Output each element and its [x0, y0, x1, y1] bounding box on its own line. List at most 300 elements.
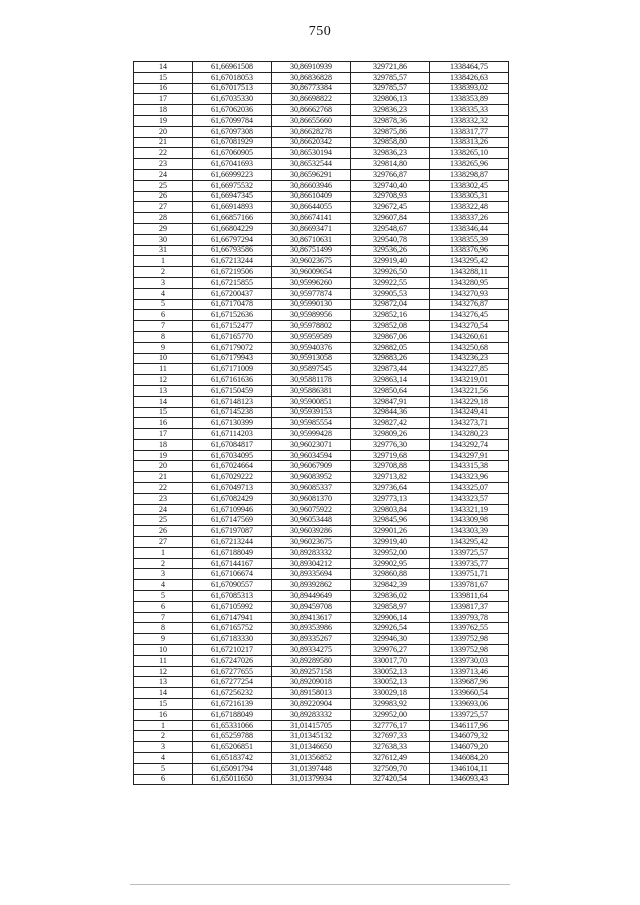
x-coordinate-cell: 329926,54 [351, 623, 430, 634]
latitude-cell: 61,67018053 [193, 72, 272, 83]
table-row [134, 450, 509, 461]
y-coordinate-cell: 1343303,39 [430, 526, 509, 537]
longitude-cell: 30,86628278 [272, 126, 351, 137]
latitude-cell: 61,67109946 [193, 504, 272, 515]
y-coordinate-cell: 1343321,19 [430, 504, 509, 515]
latitude-cell: 61,67213244 [193, 537, 272, 548]
table-row [134, 418, 509, 429]
longitude-cell: 30,86530194 [272, 148, 351, 159]
table-row [134, 353, 509, 364]
point-number-cell: 11 [134, 364, 193, 375]
latitude-cell: 61,67183330 [193, 634, 272, 645]
y-coordinate-cell: 1346079,20 [430, 742, 509, 753]
point-number-cell: 24 [134, 504, 193, 515]
longitude-cell: 31,01397448 [272, 763, 351, 774]
x-coordinate-cell: 329708,93 [351, 191, 430, 202]
x-coordinate-cell: 329809,26 [351, 429, 430, 440]
table-row [134, 277, 509, 288]
x-coordinate-cell: 329845,96 [351, 515, 430, 526]
point-number-cell: 24 [134, 169, 193, 180]
table-row [134, 580, 509, 591]
y-coordinate-cell: 1343250,68 [430, 342, 509, 353]
x-coordinate-cell: 329836,02 [351, 591, 430, 602]
x-coordinate-cell: 329719,68 [351, 450, 430, 461]
table-row [134, 148, 509, 159]
table-row [134, 223, 509, 234]
longitude-cell: 31,01346650 [272, 742, 351, 753]
longitude-cell: 30,89304212 [272, 558, 351, 569]
y-coordinate-cell: 1339725,57 [430, 709, 509, 720]
x-coordinate-cell: 329926,50 [351, 267, 430, 278]
y-coordinate-cell: 1343249,41 [430, 407, 509, 418]
point-number-cell: 4 [134, 580, 193, 591]
latitude-cell: 61,65011650 [193, 774, 272, 785]
latitude-cell: 61,67215855 [193, 277, 272, 288]
x-coordinate-cell: 329906,14 [351, 612, 430, 623]
longitude-cell: 30,95900851 [272, 396, 351, 407]
x-coordinate-cell: 329883,26 [351, 353, 430, 364]
coordinates-table [133, 61, 509, 785]
point-number-cell: 19 [134, 450, 193, 461]
longitude-cell: 30,89335694 [272, 569, 351, 580]
y-coordinate-cell: 1338335,33 [430, 105, 509, 116]
x-coordinate-cell: 329803,84 [351, 504, 430, 515]
latitude-cell: 61,67029222 [193, 472, 272, 483]
x-coordinate-cell: 329836,23 [351, 105, 430, 116]
point-number-cell: 9 [134, 342, 193, 353]
y-coordinate-cell: 1343280,23 [430, 429, 509, 440]
latitude-cell: 61,67277655 [193, 666, 272, 677]
point-number-cell: 12 [134, 666, 193, 677]
longitude-cell: 30,95999428 [272, 429, 351, 440]
point-number-cell: 27 [134, 537, 193, 548]
point-number-cell: 6 [134, 310, 193, 321]
point-number-cell: 3 [134, 742, 193, 753]
x-coordinate-cell: 329952,00 [351, 547, 430, 558]
y-coordinate-cell: 1339752,98 [430, 634, 509, 645]
y-coordinate-cell: 1339817,37 [430, 601, 509, 612]
longitude-cell: 30,86710631 [272, 234, 351, 245]
latitude-cell: 61,66961508 [193, 62, 272, 73]
longitude-cell: 30,95978802 [272, 321, 351, 332]
point-number-cell: 22 [134, 148, 193, 159]
x-coordinate-cell: 327420,54 [351, 774, 430, 785]
point-number-cell: 26 [134, 191, 193, 202]
y-coordinate-cell: 1346084,20 [430, 753, 509, 764]
longitude-cell: 30,95881178 [272, 375, 351, 386]
longitude-cell: 30,95990130 [272, 299, 351, 310]
point-number-cell: 30 [134, 234, 193, 245]
latitude-cell: 61,67188049 [193, 709, 272, 720]
point-number-cell: 5 [134, 763, 193, 774]
x-coordinate-cell: 329860,88 [351, 569, 430, 580]
point-number-cell: 9 [134, 634, 193, 645]
y-coordinate-cell: 1343309,98 [430, 515, 509, 526]
longitude-cell: 30,86532544 [272, 159, 351, 170]
y-coordinate-cell: 1343229,18 [430, 396, 509, 407]
y-coordinate-cell: 1343219,01 [430, 375, 509, 386]
point-number-cell: 3 [134, 569, 193, 580]
x-coordinate-cell: 329852,16 [351, 310, 430, 321]
x-coordinate-cell: 327776,17 [351, 720, 430, 731]
table-row [134, 94, 509, 105]
point-number-cell: 23 [134, 493, 193, 504]
y-coordinate-cell: 1338298,87 [430, 169, 509, 180]
y-coordinate-cell: 1343295,42 [430, 537, 509, 548]
point-number-cell: 15 [134, 72, 193, 83]
longitude-cell: 30,96034594 [272, 450, 351, 461]
point-number-cell: 23 [134, 159, 193, 170]
point-number-cell: 7 [134, 321, 193, 332]
x-coordinate-cell: 329905,53 [351, 288, 430, 299]
y-coordinate-cell: 1338302,45 [430, 180, 509, 191]
longitude-cell: 30,89449649 [272, 591, 351, 602]
x-coordinate-cell: 329952,00 [351, 709, 430, 720]
point-number-cell: 31 [134, 245, 193, 256]
latitude-cell: 61,67147941 [193, 612, 272, 623]
x-coordinate-cell: 327697,33 [351, 731, 430, 742]
y-coordinate-cell: 1346104,11 [430, 763, 509, 774]
point-number-cell: 18 [134, 439, 193, 450]
point-number-cell: 6 [134, 601, 193, 612]
y-coordinate-cell: 1343260,61 [430, 331, 509, 342]
x-coordinate-cell: 329852,08 [351, 321, 430, 332]
longitude-cell: 30,86836828 [272, 72, 351, 83]
x-coordinate-cell: 329806,13 [351, 94, 430, 105]
latitude-cell: 61,67247026 [193, 655, 272, 666]
x-coordinate-cell: 329867,06 [351, 331, 430, 342]
point-number-cell: 5 [134, 591, 193, 602]
point-number-cell: 3 [134, 277, 193, 288]
x-coordinate-cell: 329548,67 [351, 223, 430, 234]
y-coordinate-cell: 1343227,85 [430, 364, 509, 375]
table-row [134, 310, 509, 321]
x-coordinate-cell: 329983,92 [351, 699, 430, 710]
table-row [134, 234, 509, 245]
x-coordinate-cell: 329842,39 [351, 580, 430, 591]
x-coordinate-cell: 329672,45 [351, 202, 430, 213]
y-coordinate-cell: 1338265,10 [430, 148, 509, 159]
table-row [134, 321, 509, 332]
longitude-cell: 30,89335267 [272, 634, 351, 645]
x-coordinate-cell: 329863,14 [351, 375, 430, 386]
longitude-cell: 30,86644055 [272, 202, 351, 213]
point-number-cell: 1 [134, 547, 193, 558]
coordinates-table-body [134, 62, 509, 785]
latitude-cell: 61,67017513 [193, 83, 272, 94]
point-number-cell: 14 [134, 688, 193, 699]
latitude-cell: 61,66914893 [193, 202, 272, 213]
table-row [134, 256, 509, 267]
point-number-cell: 17 [134, 429, 193, 440]
table-row [134, 569, 509, 580]
latitude-cell: 61,67105992 [193, 601, 272, 612]
table-row [134, 537, 509, 548]
longitude-cell: 30,96023675 [272, 537, 351, 548]
x-coordinate-cell: 329536,26 [351, 245, 430, 256]
latitude-cell: 61,66975532 [193, 180, 272, 191]
latitude-cell: 61,67130399 [193, 418, 272, 429]
x-coordinate-cell: 329814,80 [351, 159, 430, 170]
table-row [134, 245, 509, 256]
latitude-cell: 61,65206851 [193, 742, 272, 753]
table-row [134, 623, 509, 634]
table-row [134, 731, 509, 742]
longitude-cell: 30,95989956 [272, 310, 351, 321]
table-row [134, 180, 509, 191]
y-coordinate-cell: 1339687,96 [430, 677, 509, 688]
table-row [134, 461, 509, 472]
point-number-cell: 2 [134, 267, 193, 278]
y-coordinate-cell: 1339713,46 [430, 666, 509, 677]
table-row [134, 407, 509, 418]
table-row [134, 601, 509, 612]
table-row [134, 396, 509, 407]
table-row [134, 429, 509, 440]
table-row [134, 763, 509, 774]
latitude-cell: 61,67041693 [193, 159, 272, 170]
table-row [134, 169, 509, 180]
table-row [134, 504, 509, 515]
point-number-cell: 14 [134, 396, 193, 407]
table-row [134, 83, 509, 94]
point-number-cell: 18 [134, 105, 193, 116]
y-coordinate-cell: 1343273,71 [430, 418, 509, 429]
point-number-cell: 16 [134, 418, 193, 429]
table-row [134, 159, 509, 170]
table-row [134, 202, 509, 213]
y-coordinate-cell: 1338322,48 [430, 202, 509, 213]
y-coordinate-cell: 1339730,03 [430, 655, 509, 666]
point-number-cell: 15 [134, 699, 193, 710]
latitude-cell: 61,67114203 [193, 429, 272, 440]
footer-divider [130, 884, 510, 885]
x-coordinate-cell: 329766,87 [351, 169, 430, 180]
point-number-cell: 27 [134, 202, 193, 213]
table-row [134, 774, 509, 785]
point-number-cell: 7 [134, 612, 193, 623]
x-coordinate-cell: 329776,30 [351, 439, 430, 450]
longitude-cell: 30,86674141 [272, 213, 351, 224]
latitude-cell: 61,66804229 [193, 223, 272, 234]
y-coordinate-cell: 1338337,26 [430, 213, 509, 224]
latitude-cell: 61,66797294 [193, 234, 272, 245]
x-coordinate-cell: 329708,88 [351, 461, 430, 472]
latitude-cell: 61,65183742 [193, 753, 272, 764]
longitude-cell: 31,01415705 [272, 720, 351, 731]
x-coordinate-cell: 329836,23 [351, 148, 430, 159]
table-row [134, 634, 509, 645]
y-coordinate-cell: 1343323,96 [430, 472, 509, 483]
longitude-cell: 30,89209018 [272, 677, 351, 688]
latitude-cell: 61,67277254 [193, 677, 272, 688]
y-coordinate-cell: 1346093,43 [430, 774, 509, 785]
point-number-cell: 25 [134, 180, 193, 191]
x-coordinate-cell: 329858,97 [351, 601, 430, 612]
x-coordinate-cell: 329872,04 [351, 299, 430, 310]
latitude-cell: 61,67197087 [193, 526, 272, 537]
table-row [134, 385, 509, 396]
longitude-cell: 30,95940376 [272, 342, 351, 353]
longitude-cell: 30,96083952 [272, 472, 351, 483]
longitude-cell: 30,86751499 [272, 245, 351, 256]
table-row [134, 591, 509, 602]
x-coordinate-cell: 329946,30 [351, 634, 430, 645]
table-row [134, 331, 509, 342]
table-row [134, 677, 509, 688]
latitude-cell: 61,67144167 [193, 558, 272, 569]
point-number-cell: 19 [134, 115, 193, 126]
y-coordinate-cell: 1338464,75 [430, 62, 509, 73]
point-number-cell: 11 [134, 655, 193, 666]
point-number-cell: 29 [134, 223, 193, 234]
y-coordinate-cell: 1339752,98 [430, 645, 509, 656]
point-number-cell: 20 [134, 126, 193, 137]
x-coordinate-cell: 327612,49 [351, 753, 430, 764]
longitude-cell: 30,96053448 [272, 515, 351, 526]
latitude-cell: 61,67085313 [193, 591, 272, 602]
table-row [134, 137, 509, 148]
point-number-cell: 1 [134, 720, 193, 731]
point-number-cell: 26 [134, 526, 193, 537]
longitude-cell: 31,01345132 [272, 731, 351, 742]
latitude-cell: 61,67090557 [193, 580, 272, 591]
y-coordinate-cell: 1346079,32 [430, 731, 509, 742]
latitude-cell: 61,67099784 [193, 115, 272, 126]
longitude-cell: 30,95959589 [272, 331, 351, 342]
point-number-cell: 16 [134, 83, 193, 94]
y-coordinate-cell: 1343221,56 [430, 385, 509, 396]
latitude-cell: 61,67188049 [193, 547, 272, 558]
table-row [134, 493, 509, 504]
longitude-cell: 30,86662768 [272, 105, 351, 116]
latitude-cell: 61,67216139 [193, 699, 272, 710]
point-number-cell: 13 [134, 677, 193, 688]
point-number-cell: 16 [134, 709, 193, 720]
longitude-cell: 30,96081370 [272, 493, 351, 504]
y-coordinate-cell: 1343297,91 [430, 450, 509, 461]
latitude-cell: 61,67081929 [193, 137, 272, 148]
y-coordinate-cell: 1339725,57 [430, 547, 509, 558]
y-coordinate-cell: 1339793,78 [430, 612, 509, 623]
x-coordinate-cell: 329919,40 [351, 256, 430, 267]
table-row [134, 62, 509, 73]
y-coordinate-cell: 1343280,95 [430, 277, 509, 288]
y-coordinate-cell: 1338426,63 [430, 72, 509, 83]
latitude-cell: 61,67152636 [193, 310, 272, 321]
y-coordinate-cell: 1339693,06 [430, 699, 509, 710]
y-coordinate-cell: 1343276,45 [430, 310, 509, 321]
longitude-cell: 30,89158013 [272, 688, 351, 699]
point-number-cell: 12 [134, 375, 193, 386]
x-coordinate-cell: 329922,55 [351, 277, 430, 288]
x-coordinate-cell: 327638,33 [351, 742, 430, 753]
table-row [134, 364, 509, 375]
longitude-cell: 30,96023675 [272, 256, 351, 267]
longitude-cell: 30,89459708 [272, 601, 351, 612]
latitude-cell: 61,67150459 [193, 385, 272, 396]
table-row [134, 288, 509, 299]
longitude-cell: 30,96085337 [272, 483, 351, 494]
y-coordinate-cell: 1343323,57 [430, 493, 509, 504]
page-number: 750 [308, 24, 332, 39]
x-coordinate-cell: 329540,78 [351, 234, 430, 245]
x-coordinate-cell: 327509,70 [351, 763, 430, 774]
x-coordinate-cell: 330017,70 [351, 655, 430, 666]
latitude-cell: 61,67062036 [193, 105, 272, 116]
point-number-cell: 17 [134, 94, 193, 105]
x-coordinate-cell: 329847,91 [351, 396, 430, 407]
table-row [134, 655, 509, 666]
longitude-cell: 30,95985554 [272, 418, 351, 429]
y-coordinate-cell: 1338393,02 [430, 83, 509, 94]
x-coordinate-cell: 329740,40 [351, 180, 430, 191]
y-coordinate-cell: 1343292,74 [430, 439, 509, 450]
table-row [134, 375, 509, 386]
table-row [134, 213, 509, 224]
longitude-cell: 30,96009654 [272, 267, 351, 278]
longitude-cell: 30,89283332 [272, 547, 351, 558]
point-number-cell: 5 [134, 299, 193, 310]
x-coordinate-cell: 329882,05 [351, 342, 430, 353]
longitude-cell: 30,96039286 [272, 526, 351, 537]
latitude-cell: 61,67219506 [193, 267, 272, 278]
x-coordinate-cell: 329919,40 [351, 537, 430, 548]
latitude-cell: 61,67165770 [193, 331, 272, 342]
latitude-cell: 61,67106674 [193, 569, 272, 580]
table-row [134, 342, 509, 353]
longitude-cell: 30,89334275 [272, 645, 351, 656]
x-coordinate-cell: 329902,95 [351, 558, 430, 569]
longitude-cell: 30,89353986 [272, 623, 351, 634]
x-coordinate-cell: 329827,42 [351, 418, 430, 429]
y-coordinate-cell: 1343270,93 [430, 288, 509, 299]
point-number-cell: 25 [134, 515, 193, 526]
y-coordinate-cell: 1343236,23 [430, 353, 509, 364]
y-coordinate-cell: 1339751,71 [430, 569, 509, 580]
latitude-cell: 61,65091794 [193, 763, 272, 774]
table-row [134, 439, 509, 450]
x-coordinate-cell: 329785,57 [351, 83, 430, 94]
longitude-cell: 30,86910939 [272, 62, 351, 73]
x-coordinate-cell: 329875,86 [351, 126, 430, 137]
latitude-cell: 61,67035330 [193, 94, 272, 105]
y-coordinate-cell: 1343295,42 [430, 256, 509, 267]
point-number-cell: 21 [134, 472, 193, 483]
x-coordinate-cell: 329858,80 [351, 137, 430, 148]
point-number-cell: 13 [134, 385, 193, 396]
table-row [134, 753, 509, 764]
y-coordinate-cell: 1343315,38 [430, 461, 509, 472]
point-number-cell: 2 [134, 558, 193, 569]
longitude-cell: 30,95977874 [272, 288, 351, 299]
latitude-cell: 61,66947345 [193, 191, 272, 202]
table-row [134, 666, 509, 677]
table-row [134, 688, 509, 699]
table-row [134, 699, 509, 710]
point-number-cell: 10 [134, 353, 193, 364]
table-row [134, 472, 509, 483]
point-number-cell: 28 [134, 213, 193, 224]
x-coordinate-cell: 329976,27 [351, 645, 430, 656]
x-coordinate-cell: 329785,57 [351, 72, 430, 83]
table-row [134, 72, 509, 83]
table-row [134, 299, 509, 310]
longitude-cell: 30,89220904 [272, 699, 351, 710]
x-coordinate-cell: 330029,18 [351, 688, 430, 699]
latitude-cell: 61,67179943 [193, 353, 272, 364]
table-row [134, 612, 509, 623]
